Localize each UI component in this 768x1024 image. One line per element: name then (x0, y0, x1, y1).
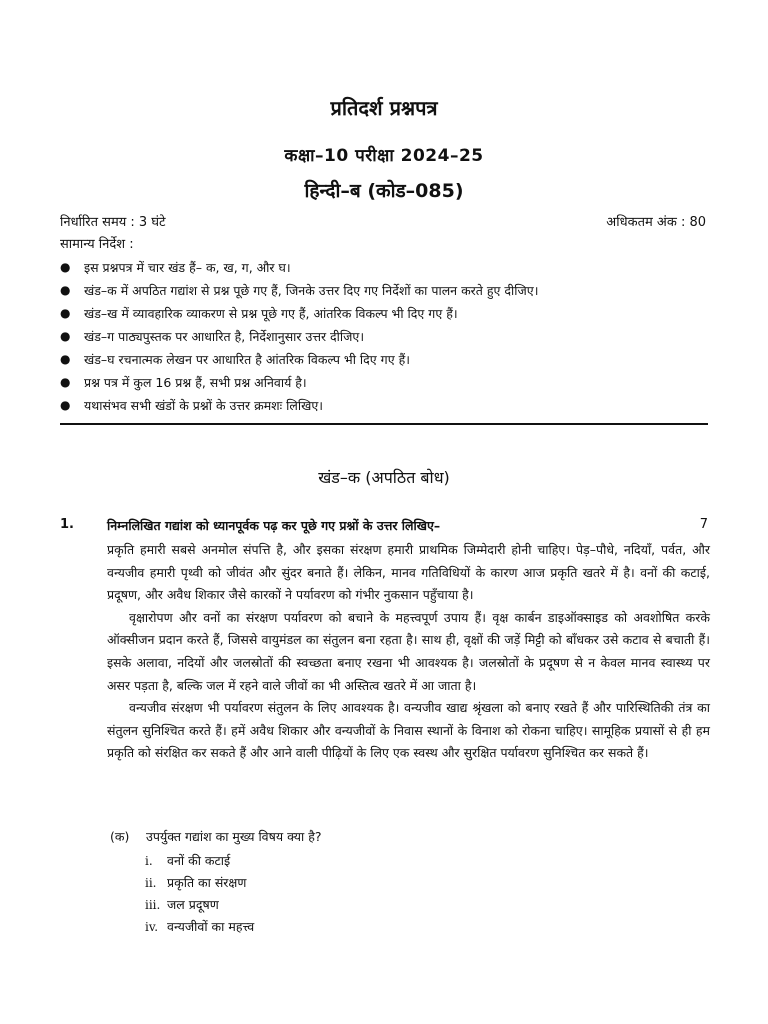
instruction-item (60, 325, 720, 348)
option-item (145, 850, 254, 872)
instruction-text: खंड–घ रचनात्मक लेखन पर आधारित है आंतरिक विकल्प भी दिए गए हैं। (84, 352, 410, 367)
sub-question-label: (क) (110, 829, 130, 844)
instruction-text: यथासंभव सभी खंडों के प्रश्नों के उत्तर क्रमशः लिखिए। (84, 398, 323, 413)
answer-options (145, 850, 254, 938)
option-item (145, 894, 254, 916)
bullet-icon: ● (60, 352, 71, 366)
passage-paragraph: वृक्षारोपण और वनों का संरक्षण पर्यावरण को बचाने के महत्त्वपूर्ण उपाय हैं। वृक्ष कार्बन डाइऑक्साइड को अवशोषित करके ऑक्सीजन प्रदान करते हैं, जिससे वायुमंडल का संतुलन बना रहता है। साथ ही, वृक्षों की जड़ें मिट्टी को बाँधकर उसे कटाव से बचाती हैं। इसके अलावा, नदियों और जलस्रोतों की स्वच्छता बनाए रखना भी आवश्यक है। जलस्रोतों के प्रदूषण से न केवल मानव स्वास्थ्य पर असर पड़ता है, बल्कि जल में रहने वाले जीवों का भी अस्तित्व खतरे में आ जाता है। (107, 609, 710, 693)
option-text: वन्यजीवों का महत्त्व (167, 919, 255, 934)
maximum-marks: अधिकतम अंक : 80 (606, 215, 706, 230)
option-numeral: iii. (145, 898, 161, 912)
option-item (145, 872, 254, 894)
instruction-item (60, 348, 720, 371)
section-heading: खंड–क (अपठित बोध) (318, 468, 450, 487)
exam-class-year: कक्षा–10 परीक्षा 2024–25 (284, 146, 484, 166)
question-number: 1. (60, 517, 74, 532)
instructions-list (60, 256, 720, 417)
bullet-icon: ● (60, 283, 71, 297)
option-numeral: i. (145, 854, 153, 868)
bullet-icon: ● (60, 375, 71, 389)
option-numeral: ii. (145, 876, 157, 890)
instruction-text: खंड–क में अपठित गद्यांश से प्रश्न पूछे गए हैं, जिनके उत्तर दिए गए निर्देशों का पालन करते हुए दीजिए। (84, 283, 539, 298)
instruction-item (60, 371, 720, 394)
unseen-passage (107, 539, 710, 765)
instruction-text: प्रश्न पत्र में कुल 16 प्रश्न हैं, सभी प्रश्न अनिवार्य है। (84, 375, 307, 390)
bullet-icon: ● (60, 306, 71, 320)
passage-paragraph: वन्यजीव संरक्षण भी पर्यावरण संतुलन के लिए आवश्यक है। वन्यजीव खाद्य श्रृंखला को बनाए रखते हैं और पारिस्थितिकी तंत्र का संतुलन सुनिश्चित करते हैं। हमें अवैध शिकार और वन्यजीवों के निवास स्थानों के विनाश को रोकना चाहिए। सामूहिक प्रयासों से ही हम प्रकृति को संरक्षित कर सकते हैं और आने वाली पीढ़ियों के लिए एक स्वस्थ और सुरक्षित पर्यावरण सुनिश्चित कर सकते हैं। (107, 700, 710, 761)
option-text: जल प्रदूषण (167, 897, 219, 912)
paper-title: प्रतिदर्श प्रश्नपत्र (330, 96, 438, 120)
option-text: प्रकृति का संरक्षण (167, 875, 247, 890)
instruction-item (60, 302, 720, 325)
instruction-text: खंड–ग पाठ्यपुस्तक पर आधारित है, निर्देशानुसार उत्तर दीजिए। (84, 329, 365, 344)
passage-paragraph: प्रकृति हमारी सबसे अनमोल संपत्ति है, और इसका संरक्षण हमारी प्राथमिक जिम्मेदारी होनी चाहिए। पेड़–पौधे, नदियाँ, पर्वत, और वन्यजीव हमारी पृथ्वी को जीवंत और सुंदर बनाते हैं। लेकिन, मानव गतिविधियों के कारण आज प्रकृति खतरे में है। वनों की कटाई, प्रदूषण, और अवैध शिकार जैसे कारकों ने पर्यावरण को गंभीर नुकसान पहुँचाया है। (107, 542, 710, 603)
option-text: वनों की कटाई (167, 853, 231, 868)
general-instructions-heading: सामान्य निर्देश : (60, 237, 134, 252)
instruction-item (60, 279, 720, 302)
sub-question-text: उपर्युक्त गद्यांश का मुख्य विषय क्या है? (146, 829, 322, 844)
sub-question (110, 828, 322, 845)
question-prompt: निम्नलिखित गद्यांश को ध्यानपूर्वक पढ़ कर पूछे गए प्रश्नों के उत्तर लिखिए– (107, 518, 441, 533)
subject-code: हिन्दी–ब (कोड–085) (304, 180, 464, 202)
section-divider (60, 423, 708, 425)
bullet-icon: ● (60, 398, 71, 412)
bullet-icon: ● (60, 260, 71, 274)
question-marks: 7 (699, 517, 708, 532)
option-numeral: iv. (145, 920, 159, 934)
instruction-item (60, 256, 720, 279)
instruction-text: खंड–ख में व्यावहारिक व्याकरण से प्रश्न पूछे गए हैं, आंतरिक विकल्प भी दिए गए हैं। (84, 306, 458, 321)
instruction-item (60, 394, 720, 417)
bullet-icon: ● (60, 329, 71, 343)
option-item (145, 916, 254, 938)
instruction-text: इस प्रश्नपत्र में चार खंड हैं– क, ख, ग, और घ। (84, 260, 291, 275)
time-allowed: निर्धारित समय : 3 घंटे (60, 215, 166, 230)
